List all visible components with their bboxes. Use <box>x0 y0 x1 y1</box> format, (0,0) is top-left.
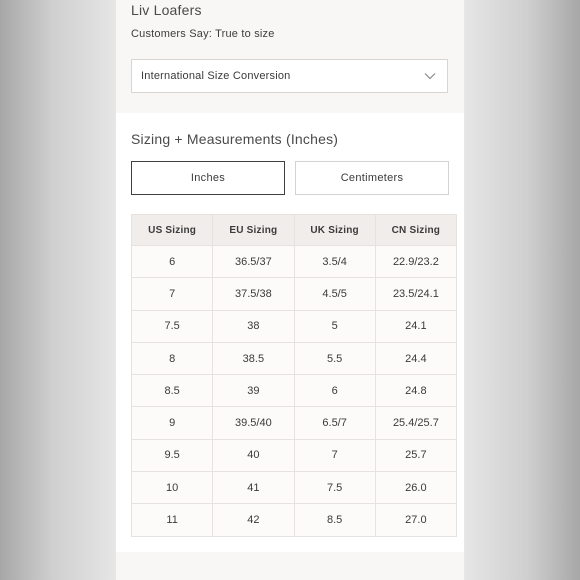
cn-size-cell: 25.7 <box>375 439 456 471</box>
eu-size-cell: 36.5/37 <box>213 246 294 278</box>
eu-size-cell: 41 <box>213 472 294 504</box>
uk-size-cell: 3.5/4 <box>294 246 375 278</box>
eu-size-cell: 42 <box>213 504 294 536</box>
right-background-panel <box>464 0 580 580</box>
uk-size-cell: 5 <box>294 310 375 342</box>
product-name: Liv Loafers <box>131 2 202 18</box>
cn-size-cell: 24.1 <box>375 310 456 342</box>
left-background-panel <box>0 0 116 580</box>
table-row <box>132 246 457 278</box>
us-size-cell: 11 <box>132 504 213 536</box>
column-header-eu: EU Sizing <box>213 215 294 246</box>
sizing-section-title: Sizing + Measurements (Inches) <box>131 131 339 147</box>
us-size-cell: 7 <box>132 278 213 310</box>
uk-size-cell: 6.5/7 <box>294 407 375 439</box>
eu-size-cell: 37.5/38 <box>213 278 294 310</box>
eu-size-cell: 39 <box>213 375 294 407</box>
us-size-cell: 9 <box>132 407 213 439</box>
us-size-cell: 10 <box>132 472 213 504</box>
us-size-cell: 6 <box>132 246 213 278</box>
size-chart-table <box>131 214 457 537</box>
inches-toggle-button[interactable] <box>131 161 285 195</box>
cn-size-cell: 23.5/24.1 <box>375 278 456 310</box>
uk-size-cell: 5.5 <box>294 342 375 374</box>
cn-size-cell: 25.4/25.7 <box>375 407 456 439</box>
size-conversion-dropdown[interactable] <box>131 59 448 93</box>
cn-size-cell: 24.8 <box>375 375 456 407</box>
uk-size-cell: 7 <box>294 439 375 471</box>
us-size-cell: 8 <box>132 342 213 374</box>
us-size-cell: 7.5 <box>132 310 213 342</box>
table-row <box>132 439 457 471</box>
uk-size-cell: 8.5 <box>294 504 375 536</box>
uk-size-cell: 6 <box>294 375 375 407</box>
column-header-uk: UK Sizing <box>294 215 375 246</box>
cn-size-cell: 27.0 <box>375 504 456 536</box>
table-header-row <box>132 215 457 246</box>
column-header-us: US Sizing <box>132 215 213 246</box>
centimeters-toggle-button[interactable] <box>295 161 449 195</box>
eu-size-cell: 38 <box>213 310 294 342</box>
us-size-cell: 8.5 <box>132 375 213 407</box>
cn-size-cell: 22.9/23.2 <box>375 246 456 278</box>
uk-size-cell: 4.5/5 <box>294 278 375 310</box>
inches-toggle-label: Inches <box>190 172 226 184</box>
cn-size-cell: 24.4 <box>375 342 456 374</box>
size-conversion-dropdown-label: International Size Conversion <box>141 70 291 82</box>
table-row <box>132 310 457 342</box>
uk-size-cell: 7.5 <box>294 472 375 504</box>
eu-size-cell: 39.5/40 <box>213 407 294 439</box>
customers-say-text: Customers Say: True to size <box>131 28 275 40</box>
bottom-band <box>116 552 464 580</box>
table-row <box>132 472 457 504</box>
cn-size-cell: 26.0 <box>375 472 456 504</box>
table-row <box>132 278 457 310</box>
table-row <box>132 342 457 374</box>
us-size-cell: 9.5 <box>132 439 213 471</box>
column-header-cn: CN Sizing <box>375 215 456 246</box>
chevron-down-icon <box>423 69 437 88</box>
table-row <box>132 407 457 439</box>
table-row <box>132 504 457 536</box>
eu-size-cell: 38.5 <box>213 342 294 374</box>
centimeters-toggle-label: Centimeters <box>340 172 404 184</box>
table-row <box>132 375 457 407</box>
eu-size-cell: 40 <box>213 439 294 471</box>
